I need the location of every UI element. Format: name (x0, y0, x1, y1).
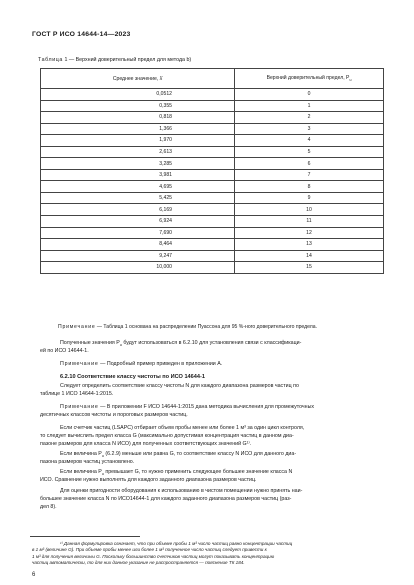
col-header-mean: Среднее значение, λ̄ (41, 69, 235, 89)
table-row (41, 158, 384, 170)
upper-limit-cell: 6 (235, 158, 384, 170)
upper-limit-cell: 12 (235, 227, 384, 239)
mean-value-cell: 6,924 (41, 216, 235, 228)
table-note-label: Примечание (58, 324, 96, 330)
paragraph-class-2: таблице 1 ИСО 14644-1:2015. (40, 391, 114, 397)
page-number: 6 (32, 572, 36, 578)
table-row (41, 100, 384, 112)
mean-value-cell: 6,169 (41, 204, 235, 216)
mean-value-cell: 2,613 (41, 146, 235, 158)
table-caption (38, 57, 191, 63)
paragraph-lsapc-3: пазоне размеров для класса N ИСО) для полученных соответствующих значений G¹⁾. (40, 441, 252, 447)
upper-limit-cell: 9 (235, 192, 384, 204)
paragraph-pu-le-g-1: Если величина $P_u$ (6.2.9) меньше или равна G, то соответствие классу N ИСО для данного диа- (60, 451, 297, 459)
note-annex-f-2: десятичных классов чистоты и пороговых размеров частиц. (40, 412, 188, 418)
paragraph-equipment-1: Для оценки пригодности оборудования к использованию в чистом помещении нужно принять наи- (60, 488, 303, 494)
upper-limit-cell: 10 (235, 204, 384, 216)
note-annex-f-1: Примечание — В приложении F ИСО 14644-1:2015 дана методика вычисления для промежуточных (60, 404, 315, 410)
mean-value-cell: 1,970 (41, 135, 235, 147)
paragraph-pu-gt-g-1: Если величина $P_u$ превышает G, то нужно применить следующее большее значение класса N (60, 469, 293, 477)
table-row (41, 181, 384, 193)
paragraph-pu-le-g-2: пазона размеров частиц установлено. (40, 459, 135, 465)
footnote-line-1: ¹⁾ Данная формулировка означает, что при объеме пробы 1 м³ число частиц равно концентрации частиц (60, 541, 293, 546)
section-heading-6-2-10: 6.2.10 Соответствие классу чистоты по ИСО 14644-1 (60, 374, 205, 380)
paragraph-lsapc-1: Если счетчик частиц (LSAPC) отбирает объем пробы менее или более 1 м³ за один цикл контроля, (60, 425, 305, 431)
table-caption-text: 1 — Верхний доверительный предел для метода b) (64, 57, 192, 63)
table-row (41, 89, 384, 101)
table-row (41, 216, 384, 228)
paragraph-lsapc-2: то следует вычислить предел класса G (максимально допустимая концентрация частиц в данном диа- (40, 433, 294, 439)
mean-value-cell: 4,695 (41, 181, 235, 193)
table-row (41, 146, 384, 158)
mean-value-cell: 10,000 (41, 262, 235, 274)
upper-limit-cell: 7 (235, 169, 384, 181)
mean-value-cell: 0,0512 (41, 89, 235, 101)
table-row (41, 169, 384, 181)
paragraph-pu-usage-1: Полученные значения $P_u$ будут использоваться в 6.2.10 для установления связи с классификаци- (60, 340, 302, 348)
mean-value-cell: 5,425 (41, 192, 235, 204)
col-header-upper-limit: Верхний доверительный предел, $P_u$ (235, 69, 384, 89)
footnote (32, 541, 384, 567)
upper-limit-cell: 5 (235, 146, 384, 158)
confidence-limit-table (40, 68, 384, 274)
mean-value-cell: 1,366 (41, 123, 235, 135)
upper-limit-cell: 14 (235, 250, 384, 262)
table-note (58, 324, 388, 331)
mean-value-cell: 7,690 (41, 227, 235, 239)
mean-value-cell: 3,981 (41, 169, 235, 181)
upper-limit-cell: 8 (235, 181, 384, 193)
upper-limit-cell: 3 (235, 123, 384, 135)
note-example: Примечание — Подробный пример приведен в приложении А. (60, 361, 223, 367)
upper-limit-cell: 1 (235, 100, 384, 112)
footnote-line-2: в 1 м³ (величине G). При объеме пробы менее или более 1 м³ полученное число частиц следует привести к (32, 547, 267, 553)
upper-limit-cell: 4 (235, 135, 384, 147)
footnote-divider (30, 536, 140, 537)
paragraph-pu-gt-g-2: ИСО. Сравнение нужно выполнять для каждого заданного диапазона размеров частиц. (40, 477, 257, 483)
table-row (41, 192, 384, 204)
paragraph-equipment-3: дел 8). (40, 504, 57, 510)
table-row (41, 239, 384, 251)
upper-limit-cell: 13 (235, 239, 384, 251)
upper-limit-cell: 2 (235, 112, 384, 124)
table-row (41, 262, 384, 274)
table-row (41, 204, 384, 216)
table-row (41, 112, 384, 124)
mean-value-cell: 8,464 (41, 239, 235, 251)
table-row (41, 250, 384, 262)
mean-value-cell: 0,355 (41, 100, 235, 112)
table-row (41, 135, 384, 147)
table-note-text: — Таблица 1 основана на распределении Пуассона для 95 %-ного доверительного предела. (96, 324, 317, 330)
paragraph-class-1: Следует определить соответствие классу чистоты N для каждого диапазона размеров частиц по (60, 383, 299, 389)
standard-header: ГОСТ Р ИСО 14644-14—2023 (32, 31, 131, 38)
mean-value-cell: 0,818 (41, 112, 235, 124)
upper-limit-cell: 15 (235, 262, 384, 274)
mean-value-cell: 3,285 (41, 158, 235, 170)
footnote-line-3: 1 м³ для получения величины G. Поскольку большинство счетчиков частиц могут показывать концентрацию (32, 553, 275, 559)
paragraph-equipment-2: большее значение класса N по ИСО14644-1 для каждого заданного диапазона размеров частиц (раз- (40, 496, 292, 502)
mean-value-cell: 9,247 (41, 250, 235, 262)
table-caption-lead: Таблица (38, 57, 63, 63)
footnote-line-4: частиц автоматически, то для них данное указание не распространяется — пояснение ТК 184. (32, 560, 245, 566)
table-row (41, 227, 384, 239)
upper-limit-cell: 0 (235, 89, 384, 101)
paragraph-pu-usage-2: ей по ИСО 14644-1. (40, 348, 89, 354)
table-row (41, 123, 384, 135)
upper-limit-cell: 11 (235, 216, 384, 228)
